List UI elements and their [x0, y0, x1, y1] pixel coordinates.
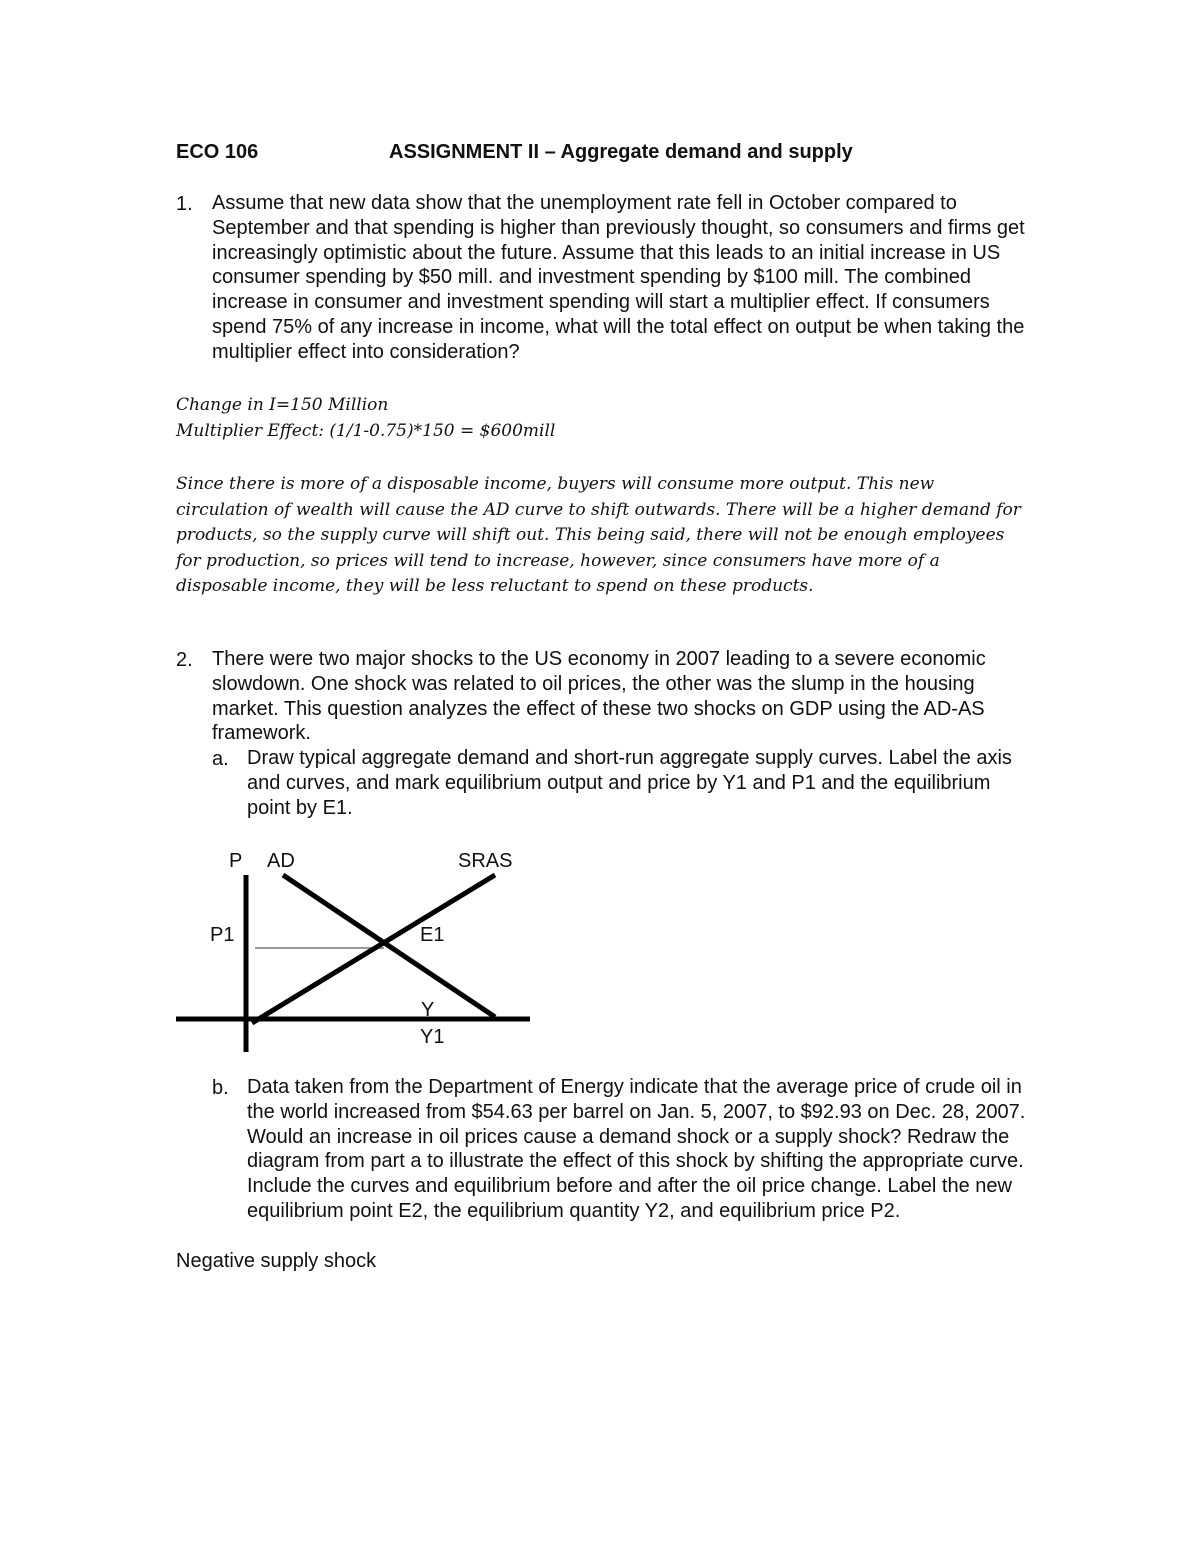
ad-as-diagram — [170, 840, 540, 1060]
answer-1-line-2: Multiplier Effect: (1/1-0.75)*150 = $600mill — [176, 421, 556, 441]
label-price-axis: P — [229, 850, 243, 872]
answer-1-paragraph: Since there is more of a disposable income, buyers will consume more output. This new circulation of wealth will cause the AD curve to shift outwards. There will be a higher demand for products, so the supply curve will shift out. This being said, there will not be enough employees for production, so prices will tend to increase, however, since consumers have more of a disposable income, they will be less reluctant to spend on these products. — [176, 474, 1021, 596]
question-2-number: 2. — [176, 649, 193, 671]
part-b-letter: b. — [212, 1077, 229, 1099]
assignment-title: ASSIGNMENT II – Aggregate demand and supply — [389, 141, 853, 163]
question-1-number: 1. — [176, 193, 193, 215]
label-sras-curve: SRAS — [458, 850, 513, 872]
course-code: ECO 106 — [176, 141, 259, 163]
label-e1: E1 — [420, 924, 445, 946]
answer-part-b: Negative supply shock — [176, 1250, 377, 1272]
label-ad-curve: AD — [267, 850, 295, 872]
part-a-letter: a. — [212, 748, 229, 770]
question-1-text: Assume that new data show that the unemployment rate fell in October compared to September and that spending is higher than previously thought, so consumers and firms get increasingly optimistic about the future. Assume that this leads to an initial increase in US consumer spending by $50 mill. and investment spending by $100 mill. The combined increase in consumer and investment spending will start a multiplier effect. If consumers spend 75% of any increase in income, what will the total effect on output be when taking the multiplier effect into consideration? — [212, 192, 1025, 363]
answer-1-line-1: Change in I=150 Million — [176, 395, 389, 415]
part-b-text: Data taken from the Department of Energy indicate that the average price of crude oil in the world increased from $54.63 per barrel on Jan. 5, 2007, to $92.93 on Dec. 28, 2007. Would an increase in oil prices cause a demand shock or a supply shock? Redraw the diagram from part a to illustrate the effect of this shock by shifting the appropriate curve. Include the curves and equilibrium before and after the oil price change. Label the new equilibrium point E2, the equilibrium quantity Y2, and equilibrium price P2. — [247, 1076, 1026, 1222]
part-a-text: Draw typical aggregate demand and short-run aggregate supply curves. Label the axis and curves, and mark equilibrium output and price by Y1 and P1 and the equilibrium point by E1. — [247, 747, 1012, 819]
question-2-text: There were two major shocks to the US economy in 2007 leading to a severe economic slowdown. One shock was related to oil prices, the other was the slump in the housing market. This question analyzes the effect of these two shocks on GDP using the AD-AS framework. — [212, 648, 986, 745]
label-y1: Y1 — [420, 1026, 445, 1048]
ad-as-graph — [170, 840, 540, 1060]
label-y: Y — [421, 999, 435, 1021]
label-p1: P1 — [210, 924, 235, 946]
